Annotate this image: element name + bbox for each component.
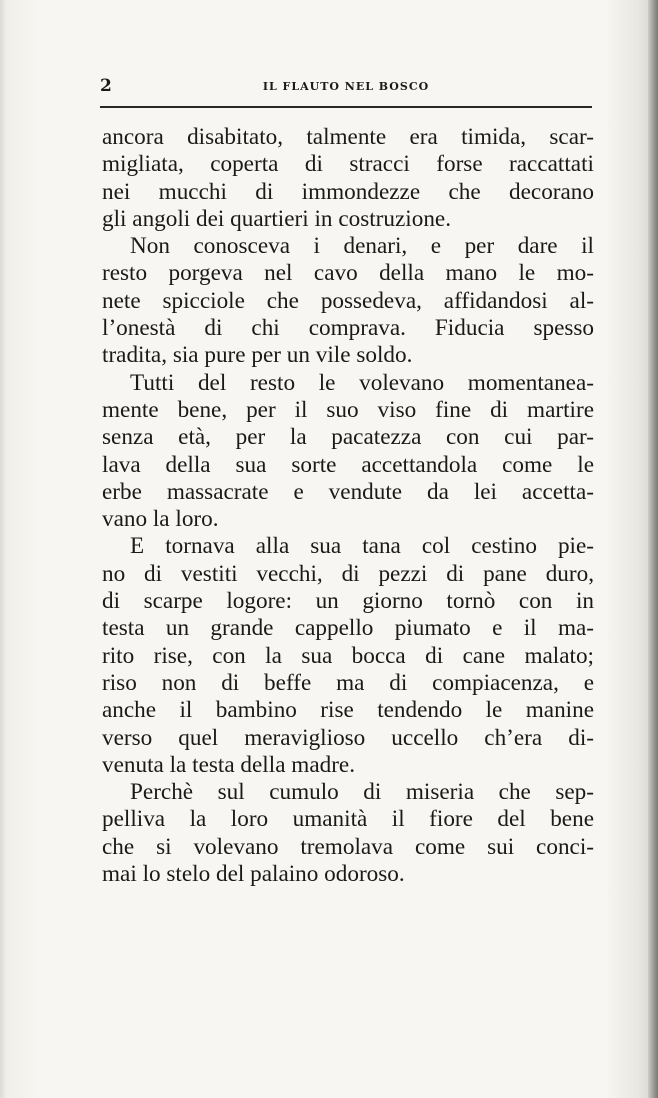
header-rule: [100, 106, 592, 108]
text-line: senza età, per la pacatezza con cui par-: [102, 424, 594, 451]
text-line: venuta la testa della madre.: [102, 751, 356, 778]
text-line: mente bene, per il suo viso fine di martire: [102, 396, 594, 423]
text-line: di scarpe logore: un giorno tornò con in: [102, 588, 594, 615]
text-line: nete spicciole che possedeva, affidandosi al-: [102, 287, 594, 314]
text-line: mai lo stelo del palaino odoroso.: [102, 861, 405, 888]
paragraph: [102, 233, 594, 369]
text-line: Perchè sul cumulo di miseria che sep-: [130, 779, 594, 806]
text-line: tradita, sia pure per un vile soldo.: [102, 342, 413, 369]
page-left-edge: [0, 0, 6, 1098]
page-header: [100, 76, 592, 100]
text-line: Non conosceva i denari, e per dare il: [130, 233, 594, 260]
paragraph: [102, 124, 594, 233]
text-line: rito rise, con la sua bocca di cane malato;: [102, 642, 594, 669]
text-line: testa un grande cappello piumato e il ma-: [102, 615, 594, 642]
text-line: E tornava alla sua tana col cestino pie-: [130, 533, 594, 560]
text-line: verso quel meraviglioso uccello ch’era di-: [102, 724, 594, 751]
running-title: IL FLAUTO NEL BOSCO: [262, 80, 430, 93]
text-line: Tutti del resto le volevano momentanea-: [130, 369, 594, 396]
text-line: che si volevano tremolava come sui conci-: [102, 833, 594, 860]
text-line: migliata, coperta di stracci forse raccattati: [102, 151, 594, 178]
text-line: anche il bambino rise tendendo le manine: [102, 697, 594, 724]
text-line: riso non di beffe ma di compiacenza, e: [102, 669, 594, 696]
paragraph: [102, 779, 594, 888]
text-line: vano la loro.: [102, 506, 219, 533]
paragraph: [102, 533, 594, 779]
text-line: gli angoli dei quartieri in costruzione.: [102, 205, 452, 232]
paragraph: [102, 370, 594, 534]
page-number: 2: [100, 76, 112, 96]
text-line: no di vestiti vecchi, di pezzi di pane duro,: [102, 560, 594, 587]
text-line: ancora disabitato, talmente era timida, scar-: [102, 124, 594, 150]
body-text: [102, 124, 594, 888]
text-line: erbe massacrate e vendute da lei accetta-: [102, 478, 594, 505]
text-line: lava della sua sorte accettandola come le: [102, 451, 594, 478]
text-line: nei mucchi di immondezze che decorano: [102, 178, 594, 205]
book-spine-shadow: [648, 0, 658, 1098]
text-line: resto porgeva nel cavo della mano le mo-: [102, 260, 594, 287]
text-line: pelliva la loro umanità il fiore del bene: [102, 806, 594, 833]
text-line: l’onestà di chi comprava. Fiducia spesso: [102, 315, 594, 342]
